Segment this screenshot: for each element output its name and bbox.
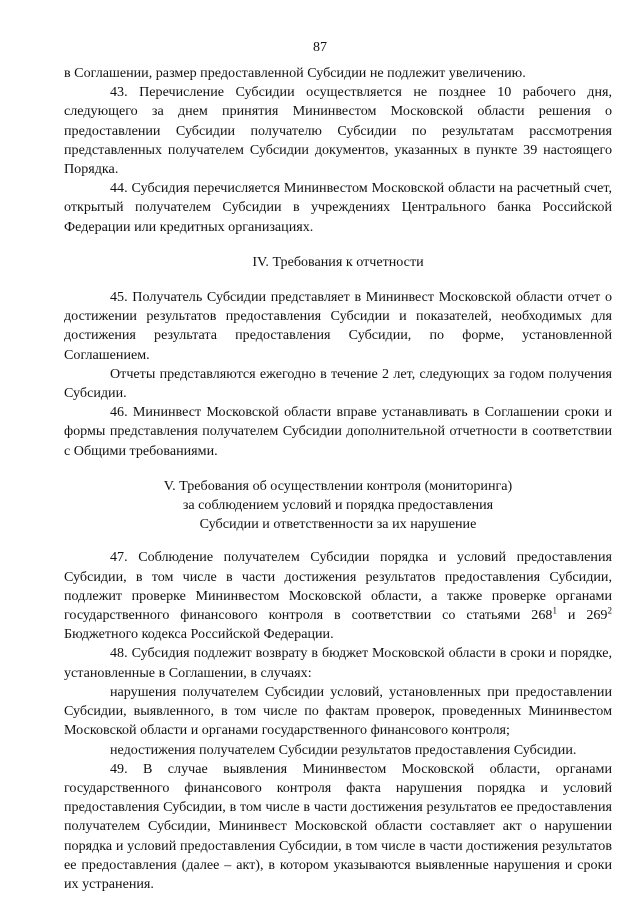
section-heading-v-line-2: за соблюдением условий и порядка предоставления: [182, 497, 494, 514]
section-heading-v: [64, 477, 612, 535]
paragraph-43: 43. Перечисление Субсидии осуществляется не позднее 10 рабочего дня, следующего за днем принятия Мининвестом Московской области решения о предоставлении Субсидии получателю Субсидии по результатам рассмотрения представленных получателем Субсидии документов, указанных в пункте 39 настоящего Порядка.: [64, 84, 612, 178]
paragraph-continuation: в Соглашении, размер предоставленной Субсидии не подлежит увеличению.: [64, 65, 526, 81]
footnote-superscript: 1: [552, 605, 557, 616]
paragraph-49: 49. В случае выявления Мининвестом Московской области, органами государственного финансового контроля факта нарушения порядка и условий предоставления Субсидии, в том числе в части достижения результатов ее предоставления получателем Субсидии, Мининвест Московской области составляет акт о нарушении порядка и условий предоставления Субсидии, в том числе в части достижения результатов ее предоставления (далее – акт), в котором указываются выявленные нарушения и сроки их устранения.: [64, 760, 612, 892]
paragraph-46: 46. Мининвест Московской области вправе устанавливать в Соглашении сроки и формы представления получателем Субсидии дополнительной отчетности в соответствии с Общими требованиями.: [64, 404, 612, 459]
paragraph-48-case-b: недостижения получателем Субсидии результатов предоставления Субсидии.: [110, 741, 577, 758]
section-heading-iv: IV. Требования к отчетности: [252, 253, 424, 270]
document-body: [64, 64, 612, 894]
footnote-superscript: 2: [607, 605, 612, 616]
section-heading-v-line-3: Субсидии и ответственности за их нарушение: [199, 516, 477, 533]
paragraph-47-text: 47. Соблюдение получателем Субсидии порядка и условий предоставления Субсидии, в том числе в части достижения результатов предоставления Субсидии, подлежит проверке Мининвестом Московской области, а также проверке органами государственного финансового контроля в соответствии со статьями 268: [64, 549, 612, 624]
paragraph-44: 44. Субсидия перечисляется Мининвестом Московской области на расчетный счет, открытый получателем Субсидии в учреждениях Центрального банка Российской Федерации или кредитных организациях.: [64, 180, 612, 235]
paragraph-45-reports: Отчеты представляются ежегодно в течение 2 лет, следующих за годом получения Субсидии.: [64, 365, 612, 402]
page-number: 87: [313, 40, 327, 55]
paragraph-48: 48. Субсидия подлежит возврату в бюджет Московской области в сроки и порядке, установленные в Соглашении, в случаях:: [64, 645, 612, 681]
section-heading-v-line-1: V. Требования об осуществлении контроля (мониторинга): [163, 477, 513, 494]
paragraph-48-case-a: нарушения получателем Субсидии условий, установленных при предоставлении Субсидии, выявленного, в том числе по фактам проверок, проведенных Мининвестом Московской области и органами государственного финансового контроля;: [64, 683, 612, 739]
paragraph-45: 45. Получатель Субсидии представляет в Мининвест Московской области отчет о достижении результатов предоставления Субсидии и показателей, необходимых для достижения результата предоставления Субсидии, по форме, установленной Соглашением.: [64, 289, 612, 363]
paragraph-47-and: и 269: [556, 607, 608, 624]
paragraph-47: [64, 548, 612, 644]
paragraph-47-end: Бюджетного кодекса Российской Федерации.: [64, 626, 334, 643]
